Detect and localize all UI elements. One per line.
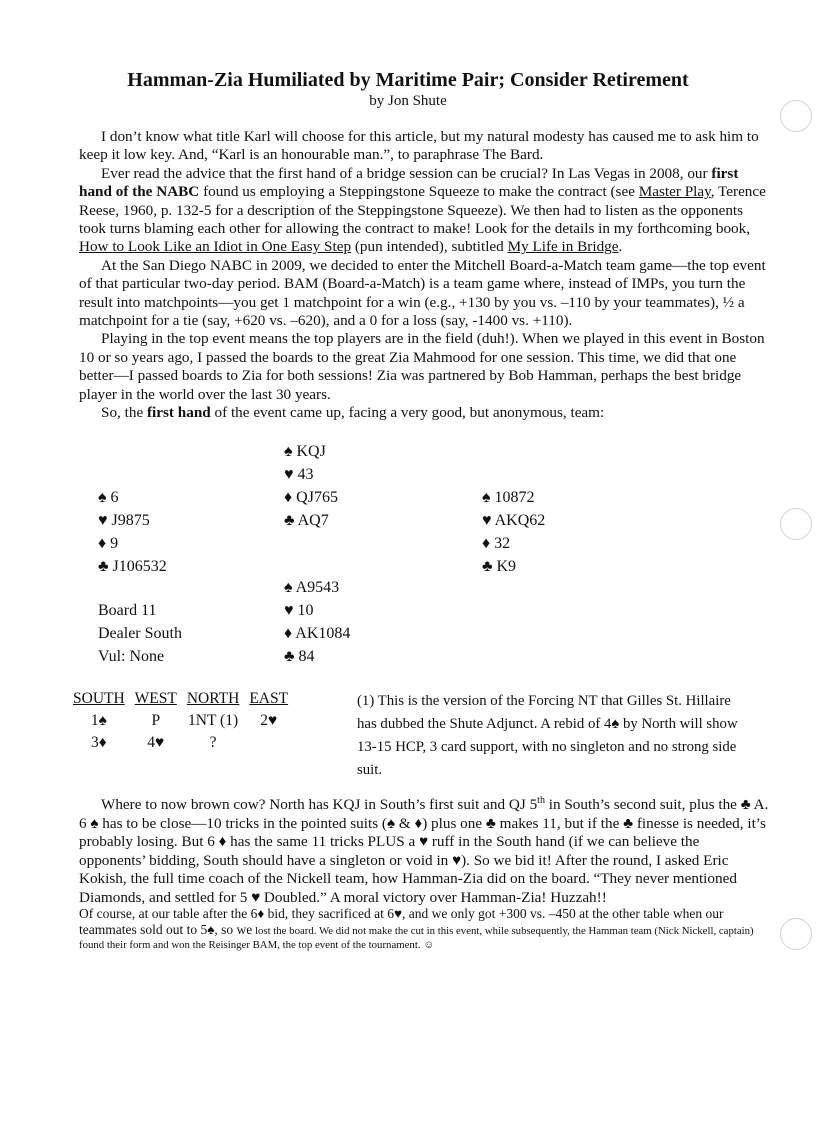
paragraph-1 xyxy=(79,128,769,165)
p2-text-i: . xyxy=(618,238,623,256)
bid xyxy=(244,732,293,754)
board-info xyxy=(98,599,182,668)
p5-text-a: So, the xyxy=(101,404,147,422)
article-conclusion xyxy=(79,792,769,908)
p2-text-e: , Terence Reese, 1960, p. 132-5 for a description of the Steppingstone Squeeze). We then had to listen as the opponents took turns blaming each other for allowing the contract to make! Look for the details in my forthcoming book, xyxy=(79,183,766,238)
west-hand xyxy=(98,486,167,578)
south-hearts: ♥ 10 xyxy=(284,602,314,619)
south-clubs: ♣ 84 xyxy=(284,648,315,665)
auction-header-north: NORTH xyxy=(186,690,240,707)
paragraph-7 xyxy=(79,907,769,953)
west-hearts: ♥ J9875 xyxy=(98,512,150,529)
auction-header-east: EAST xyxy=(249,690,289,707)
article-title: Hamman-Zia Humiliated by Maritime Pair; Consider Retirement xyxy=(127,69,689,91)
p6-superscript: th xyxy=(537,795,545,806)
p2-text-c: found us employing a Steppingstone Squeeze to make the contract (see xyxy=(199,183,639,201)
north-clubs: ♣ AQ7 xyxy=(284,512,329,529)
p4-text: Playing in the top event means the top players are in the field (duh!). When we played in this event in Boston 10 or so years ago, I passed the boards to the great Zia Mahmood for one session. This time, we did that one better—I passed boards to Zia for both sessions! Zia was partnered by Bob Hamman, perhaps the best bridge player in the world over the last 30 years. xyxy=(79,330,765,403)
bid: 1♠ xyxy=(90,712,107,729)
punch-hole-middle xyxy=(780,508,812,540)
article-byline: by Jon Shute xyxy=(369,93,447,109)
north-spades: ♠ KQJ xyxy=(284,443,326,460)
auction-row xyxy=(68,710,293,732)
west-diamonds: ♦ 9 xyxy=(98,535,119,552)
auction-row xyxy=(68,732,293,754)
east-diamonds: ♦ 32 xyxy=(482,535,511,552)
bid: 1NT (1) xyxy=(188,712,239,729)
east-hearts: ♥ AKQ62 xyxy=(482,512,546,529)
p2-bold: first hand of the NABC xyxy=(79,164,739,201)
bid: 3♦ xyxy=(91,734,107,751)
p2-text-a: Ever read the advice that the first hand of a bridge session can be crucial? In Las Vegas in 2008, our xyxy=(101,164,712,182)
south-diamonds: ♦ AK1084 xyxy=(284,625,351,642)
board-number: Board 11 xyxy=(98,602,157,619)
book-title-idiot: How to Look Like an Idiot in One Easy Step xyxy=(79,238,352,256)
punch-hole-bottom xyxy=(780,918,812,950)
bid: ? xyxy=(209,734,217,751)
small-text-a: Of course, at our table after the 6♦ bid, they sacrificed at 6♥, and we only got +300 vs. –450 at the other table when our teammates sold out to 5♠, so we xyxy=(79,906,724,937)
south-spades: ♠ A9543 xyxy=(284,579,340,596)
east-hand xyxy=(482,486,545,578)
p5-bold: first hand xyxy=(147,404,211,422)
paragraph-3 xyxy=(79,257,769,331)
bid: 2♥ xyxy=(260,712,278,729)
west-spades: ♠ 6 xyxy=(98,489,119,506)
book-subtitle: My Life in Bridge xyxy=(507,238,619,256)
north-diamonds: ♦ QJ765 xyxy=(284,489,338,506)
p6-text-b: in South’s second suit, plus the ♣ A. 6 ♠ has to be close—10 tricks in the pointed suits (♠ & ♦) plus one ♣ makes 11, but if the ♣ finesse is needed, it’s probably losing. But 6 ♦ has the same 11 tricks PLUS a ♥ ruff in the South hand (if we can believe the opponents’ bidding, South should have a singleton or void in ♥). So we bid it! After the round, I asked Eric Kokish, the full time coach of the Nickell team, how Hamman-Zia did on the board. “They never mentioned Diamonds, and settled for 5 ♥ Doubled.” A moral victory over Hamman-Zia! Huzzah!! xyxy=(79,796,769,907)
auction-header-row xyxy=(68,688,293,710)
auction-header-west: WEST xyxy=(134,690,177,707)
dealer: Dealer South xyxy=(98,625,182,642)
auction-table xyxy=(68,688,293,754)
bid: P xyxy=(151,712,161,729)
paragraph-6 xyxy=(79,792,769,908)
paragraph-4 xyxy=(79,330,769,404)
north-hearts: ♥ 43 xyxy=(284,466,314,483)
small-print-postscript xyxy=(79,907,769,953)
p2-text-g: (pun intended), subtitled xyxy=(351,238,508,256)
p3-text: At the San Diego NABC in 2009, we decided to enter the Mitchell Board-a-Match team game—the top event of that particular two-day period. BAM (Board-a-Match) is a team game where, instead of IMPs, you turn the result into matchpoints—you get 1 matchpoint for a win (e.g., +130 by you vs. –110 by your teammates), ½ a matchpoint for a tie (say, +620 vs. –620), and a 0 for a loss (say, -1400 vs. +110). xyxy=(79,256,766,330)
vulnerability: Vul: None xyxy=(98,648,165,665)
east-spades: ♠ 10872 xyxy=(482,489,535,506)
auction-header-south: SOUTH xyxy=(73,690,125,707)
east-clubs: ♣ K9 xyxy=(482,558,517,575)
p5-text-c: of the event came up, facing a very good, but anonymous, team: xyxy=(210,404,605,422)
paragraph-5 xyxy=(79,404,769,422)
bid: 4♥ xyxy=(147,734,165,751)
article-body xyxy=(79,128,769,423)
paragraph-2 xyxy=(79,165,769,257)
auction-footnote: (1) This is the version of the Forcing NT that Gilles St. Hillaire has dubbed the Shute Adjunct. A rebid of 4♠ by North will show 13-15 HCP, 3 card support, with no singleton and no strong side suit. xyxy=(357,693,738,778)
small-text-b: lost the board. We did not make the cut in this event, while subsequently, the Hamman team (Nick Nickell, captain) found their form and won the Reisinger BAM, the top event of the tournament. ☺ xyxy=(79,924,754,951)
book-title-master-play: Master Play xyxy=(638,183,711,201)
p6-text-a: Where to now brown cow? North has KQJ in South’s first suit and QJ 5 xyxy=(101,796,538,814)
west-clubs: ♣ J106532 xyxy=(98,558,167,575)
p1-text: I don’t know what title Karl will choose for this article, but my natural modesty has caused me to ask him to keep it low key. And, “Karl is an honourable man.”, to paraphrase The Bard. xyxy=(79,128,759,164)
north-hand xyxy=(284,440,338,532)
south-hand xyxy=(284,576,350,668)
